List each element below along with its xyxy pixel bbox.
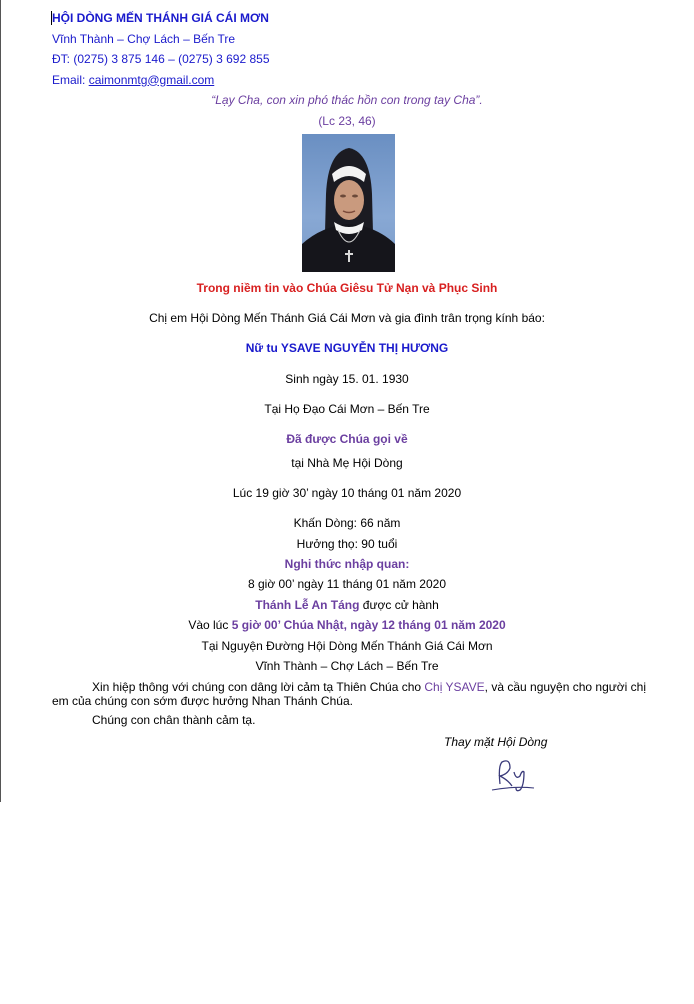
funeral-mass-suffix: được cử hành	[359, 598, 439, 612]
closing-paragraph	[52, 680, 652, 708]
signature-image	[490, 756, 538, 794]
letterhead	[52, 10, 270, 92]
called-home: Đã được Chúa gọi về	[286, 432, 408, 446]
coffin-ritual-time: 8 giờ 00’ ngày 11 tháng 01 năm 2020	[247, 577, 447, 591]
death-time: Lúc 19 giờ 30’ ngày 10 tháng 01 năm 2020	[232, 486, 462, 500]
org-phone: ĐT: (0275) 3 875 146 – (0275) 3 692 855	[52, 52, 270, 66]
funeral-mass-title: Thánh Lễ An Táng	[255, 598, 360, 612]
portrait-photo	[302, 134, 395, 272]
scripture-quote: “Lạy Cha, con xin phó thác hồn con trong tay Cha”.	[211, 93, 483, 107]
announcement: Chị em Hội Dòng Mến Thánh Giá Cái Mơn và gia đình trân trọng kính báo:	[149, 311, 545, 325]
funeral-time-prefix: Vào lúc	[188, 618, 232, 632]
email-label: Email:	[52, 72, 89, 87]
age: Hưởng thọ: 90 tuổi	[296, 537, 398, 551]
funeral-region: Vĩnh Thành – Chợ Lách – Bến Tre	[255, 659, 439, 673]
org-email-line	[52, 72, 270, 93]
org-name: HỘI DÒNG MẾN THÁNH GIÁ CÁI MƠN	[52, 11, 269, 25]
birth-place: Tại Họ Đạo Cái Mơn – Bến Tre	[264, 402, 430, 416]
closing-text-a: Xin hiệp thông với chúng con dâng lời cảm tạ Thiên Chúa cho	[92, 680, 425, 694]
org-address: Vĩnh Thành – Chợ Lách – Bến Tre	[52, 31, 236, 46]
email-link[interactable]: caimonmtg@gmail.com	[88, 72, 215, 87]
funeral-mass-line	[0, 598, 694, 612]
scripture-ref: (Lc 23, 46)	[318, 114, 376, 128]
vows-years: Khấn Dòng: 66 năm	[293, 516, 401, 530]
birth-date: Sinh ngày 15. 01. 1930	[285, 372, 409, 386]
death-place: tại Nhà Mẹ Hội Dòng	[291, 456, 403, 470]
faith-line: Trong niềm tin vào Chúa Giêsu Tử Nạn và Phục Sinh	[196, 281, 498, 295]
funeral-time: 5 giờ 00’ Chúa Nhật, ngày 12 tháng 01 năm 2020	[231, 618, 506, 632]
deceased-name: Nữ tu YSAVE NGUYỄN THỊ HƯƠNG	[245, 341, 449, 355]
closing-text-b: , và cầu nguyện cho người chị em của chúng con sớm được hưởng Nhan Thánh Chúa.	[52, 680, 646, 708]
funeral-time-line	[0, 618, 694, 632]
funeral-place: Tại Nguyện Đường Hội Dòng Mến Thánh Giá Cái Mơn	[201, 639, 493, 653]
closing-sister-name: Chị YSAVE	[424, 680, 485, 694]
thanks-paragraph: Chúng con chân thành cảm tạ.	[92, 713, 256, 727]
signed-by: Thay mặt Hội Dòng	[444, 735, 548, 749]
coffin-ritual-title: Nghi thức nhập quan:	[284, 557, 410, 571]
portrait-image	[302, 134, 395, 272]
